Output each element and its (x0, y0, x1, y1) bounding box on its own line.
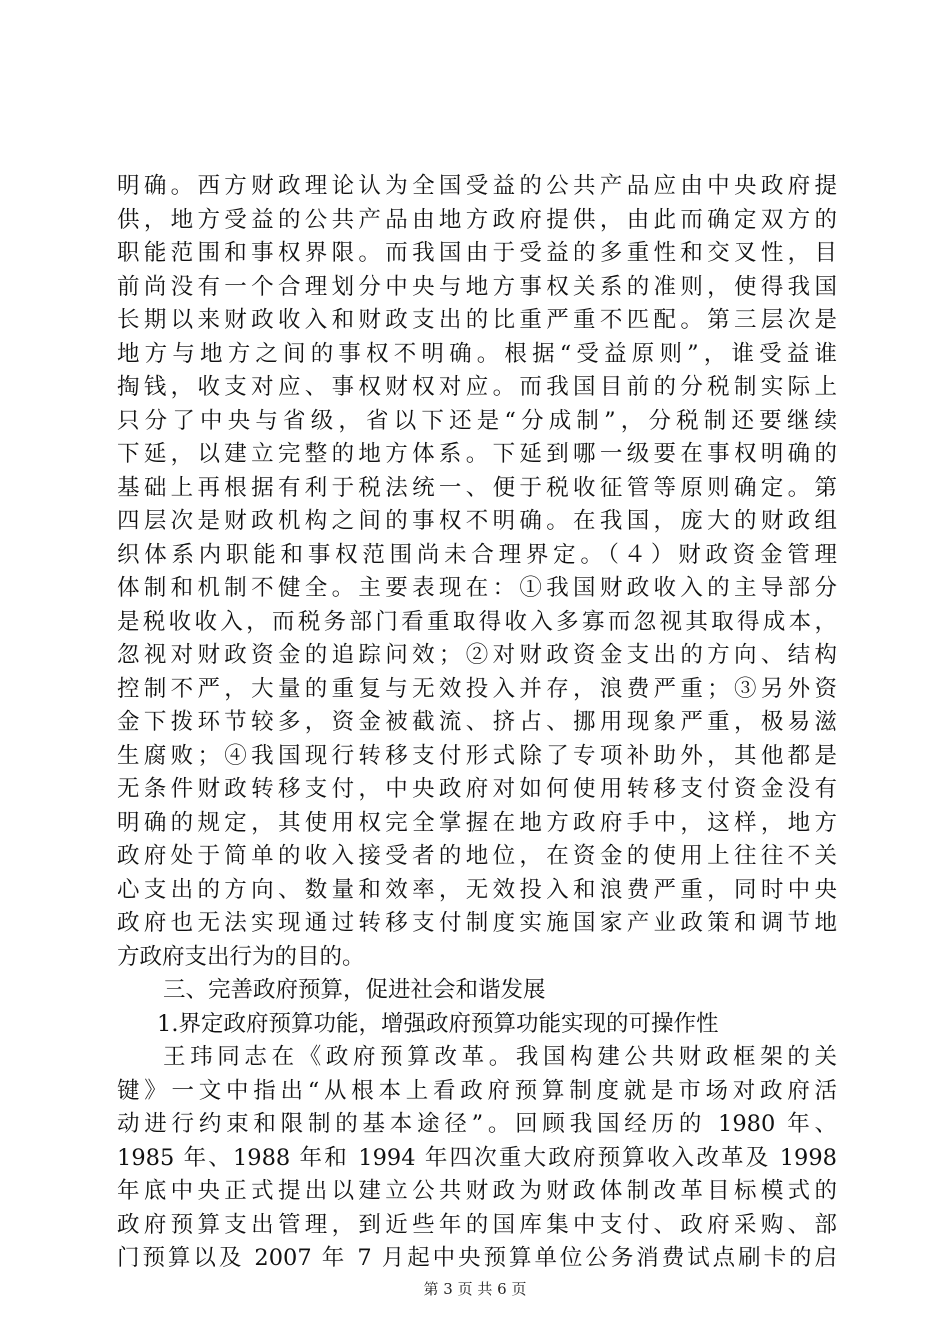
text-line: 是税收收入，而税务部门看重取得收入多寡而忽视其取得成本， (117, 608, 837, 635)
subsection-heading: 1.界定政府预算功能，增强政府预算功能实现的可操作性 (157, 1010, 719, 1037)
text-line: 金下拨环节较多，资金被截流、挤占、挪用现象严重，极易滋 (117, 709, 837, 735)
text-line: 明确的规定，其使用权完全掌握在地方政府手中，这样，地方 (117, 809, 837, 836)
text-line: 体制和机制不健全。主要表现在：①我国财政收入的主导部分 (117, 575, 837, 601)
text-line: 前尚没有一个合理划分中央与地方事权关系的准则，使得我国 (117, 273, 837, 300)
text-line: 政府预算支出管理，到近些年的国库集中支付、政府采购、部 (117, 1211, 837, 1238)
text-line: 掏钱，收支对应、事权财权对应。而我国目前的分税制实际上 (117, 374, 837, 400)
document-body (117, 170, 837, 1276)
text-line: 供，地方受益的公共产品由地方政府提供，由此而确定双方的 (117, 206, 837, 233)
text-line: 政府也无法实现通过转移支付制度实施国家产业政策和调节地 (117, 910, 837, 936)
text-line: 下延，以建立完整的地方体系。下延到哪一级要在事权明确的 (117, 441, 837, 467)
text-line: 方政府支出行为的目的。 (117, 943, 365, 970)
text-line: 王玮同志在《政府预算改革。我国构建公共财政框架的关 (163, 1044, 837, 1070)
text-line: 无条件财政转移支付，中央政府对如何使用转移支付资金没有 (117, 776, 837, 802)
text-line: 只分了中央与省级，省以下还是“分成制”，分税制还要继续 (117, 407, 837, 434)
text-line: 生腐败；④我国现行转移支付形式除了专项补助外，其他都是 (117, 742, 837, 769)
page-number-footer: 第 3 页 共 6 页 (423, 1280, 527, 1298)
section-heading: 三、完善政府预算，促进社会和谐发展 (163, 977, 546, 1003)
text-line: 长期以来财政收入和财政支出的比重严重不匹配。第三层次是 (117, 307, 837, 333)
text-line: 地方与地方之间的事权不明确。根据“受益原则”，谁受益谁 (117, 340, 837, 367)
text-line: 基础上再根据有利于税法统一、便于税收征管等原则确定。第 (117, 474, 837, 501)
text-line: 控制不严，大量的重复与无效投入并存，浪费严重；③另外资 (117, 675, 837, 702)
text-line: 年底中央正式提出以建立公共财政为财政体制改革目标模式的 (117, 1178, 837, 1204)
text-line: 忽视对财政资金的追踪问效；②对财政资金支出的方向、结构 (117, 642, 837, 668)
text-line: 政府处于简单的收入接受者的地位，在资金的使用上往往不关 (117, 843, 837, 869)
text-line: 键》一文中指出“从根本上看政府预算制度就是市场对政府活 (117, 1077, 837, 1104)
text-line: 心支出的方向、数量和效率，无效投入和浪费严重，同时中央 (117, 876, 837, 903)
text-line: 织体系内职能和事权范围尚未合理界定。（４）财政资金管理 (117, 541, 837, 568)
text-line: 动进行约束和限制的基本途径”。回顾我国经历的 1980 年、 (117, 1111, 837, 1137)
text-line: 职能范围和事权界限。而我国由于受益的多重性和交叉性，目 (117, 240, 837, 266)
text-line: 四层次是财政机构之间的事权不明确。在我国，庞大的财政组 (117, 508, 837, 534)
text-line: 明确。西方财政理论认为全国受益的公共产品应由中央政府提 (117, 173, 837, 199)
text-line: 1985 年、1988 年和 1994 年四次重大政府预算收入改革及 1998 (117, 1144, 837, 1171)
text-line: 门预算以及 2007 年 7 月起中央预算单位公务消费试点刷卡的启 (117, 1245, 837, 1271)
